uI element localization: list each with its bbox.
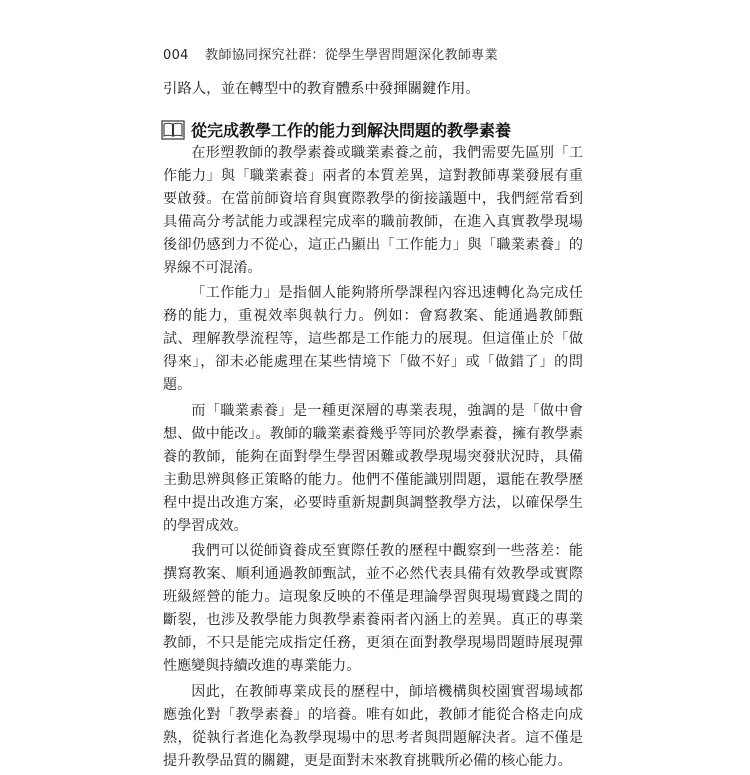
section-heading xyxy=(161,118,511,141)
open-book-icon xyxy=(161,120,185,140)
paragraph: 因此，在教師專業成長的歷程中，師培機構與校園實習場域都應強化對「教學素養」的培養。唯有如此，教師才能從合格走向成熟，從執行者進化為教學現場中的思考者與問題解決者。這不僅是提升教學品質的關鍵，更是面對未來教育挑戰所必備的核心能力。 xyxy=(163,683,583,769)
paragraph: 「工作能力」是指個人能夠將所學課程內容迅速轉化為完成任務的能力，重視效率與執行力。例如：會寫教案、能通過教師甄試、理解教學流程等，這些都是工作能力的展現。但這僅止於「做得來」，卻未必能處理在某些情境下「做不好」或「做錯了」的問題。 xyxy=(163,285,583,394)
section-heading-text: 從完成教學工作的能力到解決問題的教學素養 xyxy=(191,121,512,140)
paragraph: 在形塑教師的教學素養或職業素養之前，我們需要先區別「工作能力」與「職業素養」兩者的本質差異，這對教師專業發展有重要啟發。在當前師資培育與實際教學的銜接議題中，我們經常看到具備高分考試能力或課程完成率的職前教師，在進入真實教學現場後卻仍感到力不從心，這正凸顯出「工作能力」與「職業素養」的界線不可混淆。 xyxy=(163,145,583,276)
page-number: 004 xyxy=(163,48,189,63)
book-title: 教師協同探究社群：從學生學習問題深化教師專業 xyxy=(205,48,498,63)
running-header xyxy=(163,44,498,63)
lead-paragraph: 引路人，並在轉型中的教育體系中發揮關鍵作用。 xyxy=(163,81,480,97)
paragraph: 我們可以從師資養成至實際任教的歷程中觀察到一些落差：能撰寫教案、順利通過教師甄試，並不必然代表具備有效教學或實際班級經營的能力。這現象反映的不僅是理論學習與現場實踐之間的斷裂，也涉及教學能力與教學素養兩者內涵上的差異。真正的專業教師，不只是能完成指定任務，更須在面對教學現場問題時展現彈性應變與持續改進的專業能力。 xyxy=(163,543,583,674)
body-text xyxy=(163,142,583,775)
paragraph: 而「職業素養」是一種更深層的專業表現，強調的是「做中會想、做中能改」。教師的職業素養幾乎等同於教學素養，擁有教學素養的教師，能夠在面對學生學習困難或教學現場突發狀況時，具備主動思辨與修正策略的能力。他們不僅能識別問題，還能在教學歷程中提出改進方案，必要時重新規劃與調整教學方法，以確保學生的學習成效。 xyxy=(163,402,583,534)
